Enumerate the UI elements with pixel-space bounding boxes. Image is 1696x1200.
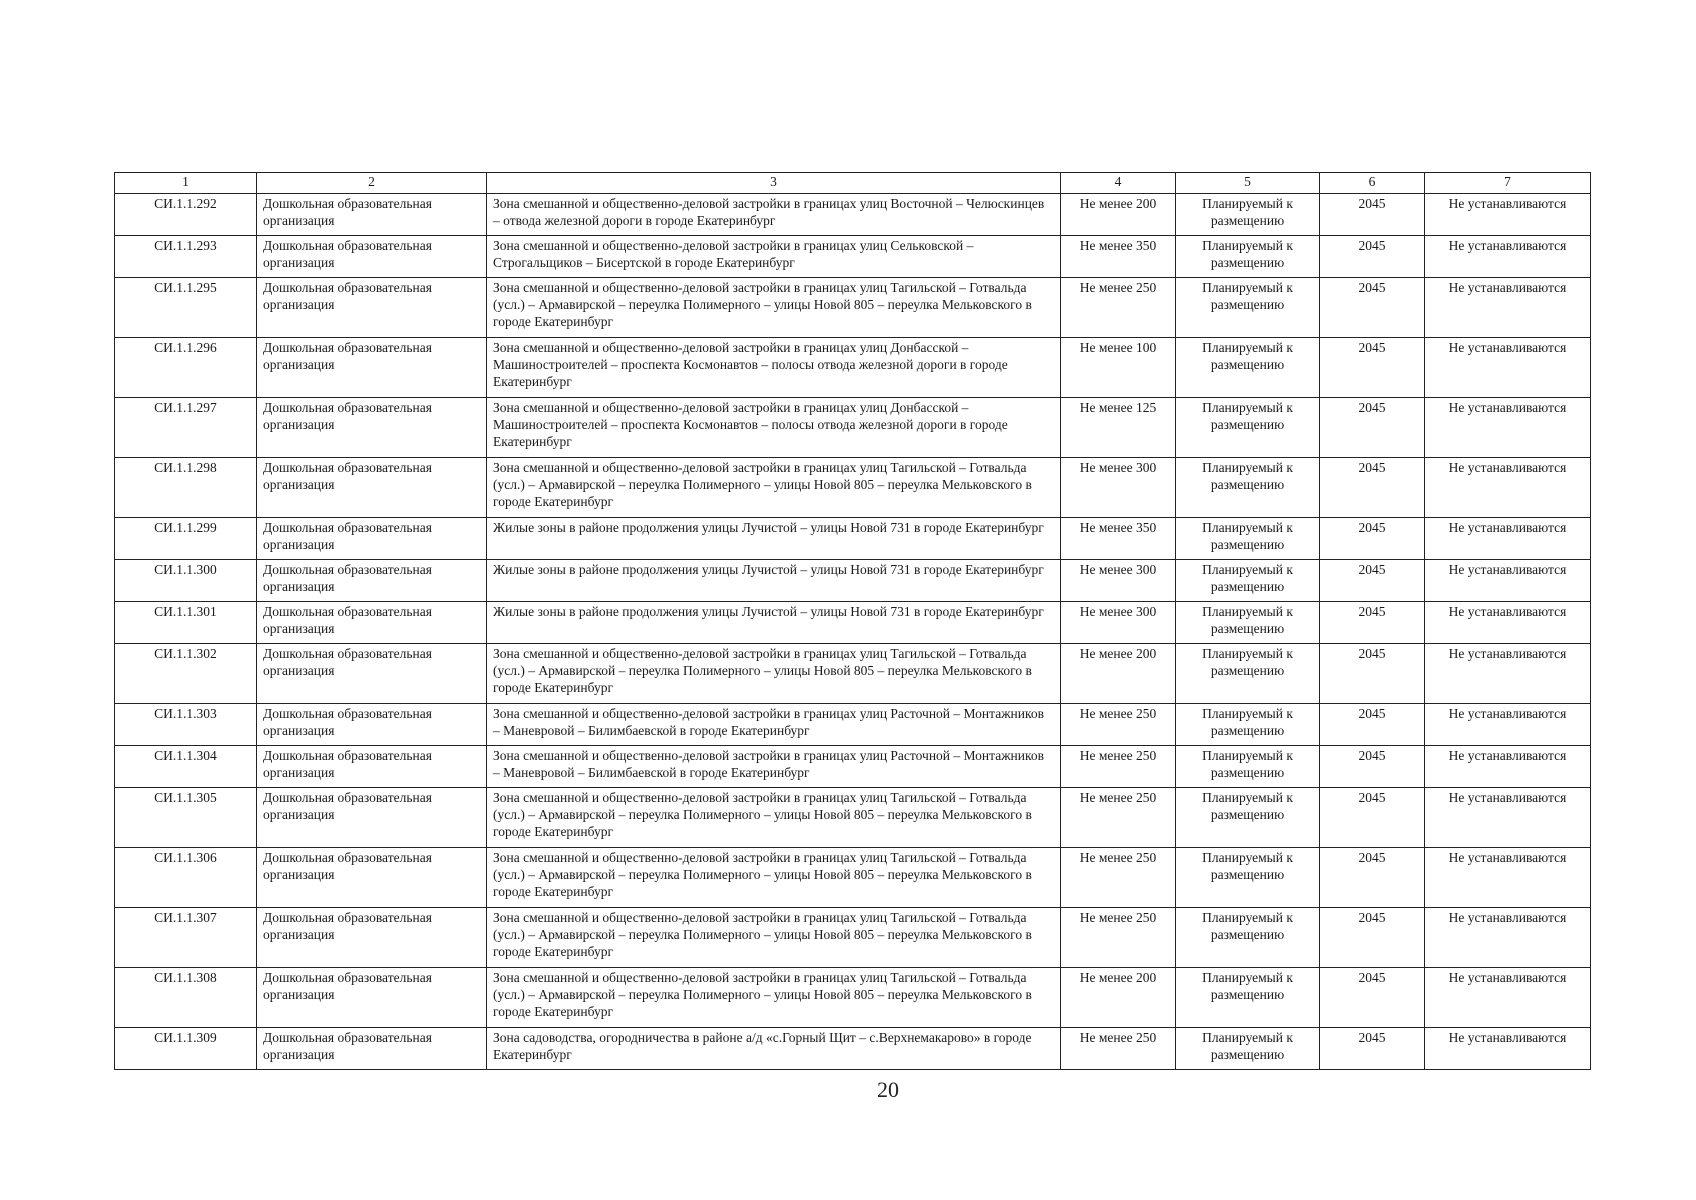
column-header: 7 <box>1425 173 1591 194</box>
year-cell: 2045 <box>1320 704 1425 746</box>
zones-cell: Не устанавливаются <box>1425 704 1591 746</box>
location-cell: Зона смешанной и общественно-деловой застройки в границах улиц Тагильской – Готвальда (усл.) – Армавирской – переулка Полимерного – улицы Новой 805 – переулка Мельковского в городе Екатеринбург <box>487 968 1061 1028</box>
facility-type-cell: Дошкольная образовательная организация <box>257 908 487 968</box>
status-cell: Планируемый к размещению <box>1176 746 1320 788</box>
facility-type-cell: Дошкольная образовательная организация <box>257 968 487 1028</box>
status-cell: Планируемый к размещению <box>1176 602 1320 644</box>
facility-type-cell: Дошкольная образовательная организация <box>257 398 487 458</box>
status-cell: Планируемый к размещению <box>1176 704 1320 746</box>
table-row <box>115 644 1591 704</box>
location-cell: Зона смешанной и общественно-деловой застройки в границах улиц Тагильской – Готвальда (усл.) – Армавирской – переулка Полимерного – улицы Новой 805 – переулка Мельковского в городе Екатеринбург <box>487 278 1061 338</box>
capacity-cell: Не менее 350 <box>1061 236 1176 278</box>
status-cell: Планируемый к размещению <box>1176 560 1320 602</box>
zones-cell: Не устанавливаются <box>1425 602 1591 644</box>
location-cell: Жилые зоны в районе продолжения улицы Лучистой – улицы Новой 731 в городе Екатеринбург <box>487 518 1061 560</box>
facilities-table <box>114 172 1591 1070</box>
table-row <box>115 398 1591 458</box>
facility-type-cell: Дошкольная образовательная организация <box>257 1028 487 1070</box>
capacity-cell: Не менее 200 <box>1061 644 1176 704</box>
year-cell: 2045 <box>1320 788 1425 848</box>
facility-type-cell: Дошкольная образовательная организация <box>257 746 487 788</box>
facility-id-cell: СИ.1.1.309 <box>115 1028 257 1070</box>
zones-cell: Не устанавливаются <box>1425 788 1591 848</box>
capacity-cell: Не менее 350 <box>1061 518 1176 560</box>
facility-id-cell: СИ.1.1.307 <box>115 908 257 968</box>
facility-type-cell: Дошкольная образовательная организация <box>257 644 487 704</box>
capacity-cell: Не менее 300 <box>1061 602 1176 644</box>
location-cell: Зона смешанной и общественно-деловой застройки в границах улиц Донбасской – Машиностроителей – проспекта Космонавтов – полосы отвода железной дороги в городе Екатеринбург <box>487 338 1061 398</box>
column-header: 6 <box>1320 173 1425 194</box>
table-row <box>115 908 1591 968</box>
location-cell: Зона смешанной и общественно-деловой застройки в границах улиц Донбасской – Машиностроителей – проспекта Космонавтов – полосы отвода железной дороги в городе Екатеринбург <box>487 398 1061 458</box>
zones-cell: Не устанавливаются <box>1425 908 1591 968</box>
location-cell: Зона смешанной и общественно-деловой застройки в границах улиц Расточной – Монтажников – Маневровой – Билимбаевской в городе Екатеринбург <box>487 746 1061 788</box>
column-header: 1 <box>115 173 257 194</box>
zones-cell: Не устанавливаются <box>1425 278 1591 338</box>
zones-cell: Не устанавливаются <box>1425 398 1591 458</box>
zones-cell: Не устанавливаются <box>1425 644 1591 704</box>
table-row <box>115 1028 1591 1070</box>
capacity-cell: Не менее 200 <box>1061 968 1176 1028</box>
capacity-cell: Не менее 300 <box>1061 560 1176 602</box>
table-row <box>115 560 1591 602</box>
status-cell: Планируемый к размещению <box>1176 968 1320 1028</box>
location-cell: Зона смешанной и общественно-деловой застройки в границах улиц Сельковской – Строгальщиков – Бисертской в городе Екатеринбург <box>487 236 1061 278</box>
facility-type-cell: Дошкольная образовательная организация <box>257 518 487 560</box>
facility-id-cell: СИ.1.1.304 <box>115 746 257 788</box>
year-cell: 2045 <box>1320 602 1425 644</box>
facility-id-cell: СИ.1.1.306 <box>115 848 257 908</box>
zones-cell: Не устанавливаются <box>1425 518 1591 560</box>
facility-type-cell: Дошкольная образовательная организация <box>257 602 487 644</box>
facility-id-cell: СИ.1.1.298 <box>115 458 257 518</box>
capacity-cell: Не менее 250 <box>1061 278 1176 338</box>
capacity-cell: Не менее 100 <box>1061 338 1176 398</box>
facility-type-cell: Дошкольная образовательная организация <box>257 560 487 602</box>
facility-type-cell: Дошкольная образовательная организация <box>257 788 487 848</box>
facility-id-cell: СИ.1.1.303 <box>115 704 257 746</box>
table-row <box>115 848 1591 908</box>
facility-id-cell: СИ.1.1.295 <box>115 278 257 338</box>
status-cell: Планируемый к размещению <box>1176 236 1320 278</box>
facility-id-cell: СИ.1.1.293 <box>115 236 257 278</box>
table-row <box>115 788 1591 848</box>
capacity-cell: Не менее 250 <box>1061 1028 1176 1070</box>
location-cell: Зона смешанной и общественно-деловой застройки в границах улиц Тагильской – Готвальда (усл.) – Армавирской – переулка Полимерного – улицы Новой 805 – переулка Мельковского в городе Екатеринбург <box>487 458 1061 518</box>
table-row <box>115 458 1591 518</box>
year-cell: 2045 <box>1320 278 1425 338</box>
table-row <box>115 338 1591 398</box>
facility-id-cell: СИ.1.1.305 <box>115 788 257 848</box>
status-cell: Планируемый к размещению <box>1176 788 1320 848</box>
capacity-cell: Не менее 250 <box>1061 908 1176 968</box>
location-cell: Зона садоводства, огородничества в районе а/д «с.Горный Щит – с.Верхнемакарово» в городе Екатеринбург <box>487 1028 1061 1070</box>
table-row <box>115 746 1591 788</box>
status-cell: Планируемый к размещению <box>1176 398 1320 458</box>
location-cell: Зона смешанной и общественно-деловой застройки в границах улиц Восточной – Челюскинцев – отвода железной дороги в городе Екатеринбург <box>487 194 1061 236</box>
capacity-cell: Не менее 200 <box>1061 194 1176 236</box>
status-cell: Планируемый к размещению <box>1176 518 1320 560</box>
facility-id-cell: СИ.1.1.299 <box>115 518 257 560</box>
year-cell: 2045 <box>1320 746 1425 788</box>
location-cell: Зона смешанной и общественно-деловой застройки в границах улиц Тагильской – Готвальда (усл.) – Армавирской – переулка Полимерного – улицы Новой 805 – переулка Мельковского в городе Екатеринбург <box>487 644 1061 704</box>
facility-id-cell: СИ.1.1.308 <box>115 968 257 1028</box>
year-cell: 2045 <box>1320 338 1425 398</box>
year-cell: 2045 <box>1320 560 1425 602</box>
facility-id-cell: СИ.1.1.296 <box>115 338 257 398</box>
zones-cell: Не устанавливаются <box>1425 338 1591 398</box>
facility-id-cell: СИ.1.1.302 <box>115 644 257 704</box>
table-row <box>115 194 1591 236</box>
status-cell: Планируемый к размещению <box>1176 278 1320 338</box>
table-row <box>115 704 1591 746</box>
year-cell: 2045 <box>1320 458 1425 518</box>
table-row <box>115 968 1591 1028</box>
zones-cell: Не устанавливаются <box>1425 560 1591 602</box>
year-cell: 2045 <box>1320 968 1425 1028</box>
zones-cell: Не устанавливаются <box>1425 1028 1591 1070</box>
column-header: 4 <box>1061 173 1176 194</box>
table-row <box>115 236 1591 278</box>
year-cell: 2045 <box>1320 236 1425 278</box>
location-cell: Жилые зоны в районе продолжения улицы Лучистой – улицы Новой 731 в городе Екатеринбург <box>487 560 1061 602</box>
status-cell: Планируемый к размещению <box>1176 848 1320 908</box>
location-cell: Зона смешанной и общественно-деловой застройки в границах улиц Тагильской – Готвальда (усл.) – Армавирской – переулка Полимерного – улицы Новой 805 – переулка Мельковского в городе Екатеринбург <box>487 908 1061 968</box>
capacity-cell: Не менее 250 <box>1061 704 1176 746</box>
facility-type-cell: Дошкольная образовательная организация <box>257 194 487 236</box>
table-row <box>115 518 1591 560</box>
facility-id-cell: СИ.1.1.301 <box>115 602 257 644</box>
status-cell: Планируемый к размещению <box>1176 1028 1320 1070</box>
column-header: 5 <box>1176 173 1320 194</box>
facility-type-cell: Дошкольная образовательная организация <box>257 278 487 338</box>
year-cell: 2045 <box>1320 848 1425 908</box>
status-cell: Планируемый к размещению <box>1176 644 1320 704</box>
column-header: 2 <box>257 173 487 194</box>
year-cell: 2045 <box>1320 194 1425 236</box>
capacity-cell: Не менее 250 <box>1061 746 1176 788</box>
facility-type-cell: Дошкольная образовательная организация <box>257 458 487 518</box>
status-cell: Планируемый к размещению <box>1176 194 1320 236</box>
capacity-cell: Не менее 125 <box>1061 398 1176 458</box>
zones-cell: Не устанавливаются <box>1425 968 1591 1028</box>
facility-type-cell: Дошкольная образовательная организация <box>257 338 487 398</box>
facility-id-cell: СИ.1.1.300 <box>115 560 257 602</box>
location-cell: Зона смешанной и общественно-деловой застройки в границах улиц Тагильской – Готвальда (усл.) – Армавирской – переулка Полимерного – улицы Новой 805 – переулка Мельковского в городе Екатеринбург <box>487 788 1061 848</box>
status-cell: Планируемый к размещению <box>1176 908 1320 968</box>
zones-cell: Не устанавливаются <box>1425 746 1591 788</box>
facility-type-cell: Дошкольная образовательная организация <box>257 236 487 278</box>
table-body <box>115 194 1591 1070</box>
facility-id-cell: СИ.1.1.292 <box>115 194 257 236</box>
page-number: 20 <box>877 1077 899 1102</box>
header-row <box>115 173 1591 194</box>
zones-cell: Не устанавливаются <box>1425 236 1591 278</box>
table-row <box>115 278 1591 338</box>
status-cell: Планируемый к размещению <box>1176 458 1320 518</box>
table-row <box>115 602 1591 644</box>
capacity-cell: Не менее 250 <box>1061 848 1176 908</box>
facility-type-cell: Дошкольная образовательная организация <box>257 848 487 908</box>
year-cell: 2045 <box>1320 398 1425 458</box>
zones-cell: Не устанавливаются <box>1425 194 1591 236</box>
status-cell: Планируемый к размещению <box>1176 338 1320 398</box>
location-cell: Жилые зоны в районе продолжения улицы Лучистой – улицы Новой 731 в городе Екатеринбург <box>487 602 1061 644</box>
column-header: 3 <box>487 173 1061 194</box>
location-cell: Зона смешанной и общественно-деловой застройки в границах улиц Тагильской – Готвальда (усл.) – Армавирской – переулка Полимерного – улицы Новой 805 – переулка Мельковского в городе Екатеринбург <box>487 848 1061 908</box>
capacity-cell: Не менее 300 <box>1061 458 1176 518</box>
zones-cell: Не устанавливаются <box>1425 458 1591 518</box>
year-cell: 2045 <box>1320 518 1425 560</box>
year-cell: 2045 <box>1320 908 1425 968</box>
facility-id-cell: СИ.1.1.297 <box>115 398 257 458</box>
zones-cell: Не устанавливаются <box>1425 848 1591 908</box>
capacity-cell: Не менее 250 <box>1061 788 1176 848</box>
location-cell: Зона смешанной и общественно-деловой застройки в границах улиц Расточной – Монтажников – Маневровой – Билимбаевской в городе Екатеринбург <box>487 704 1061 746</box>
year-cell: 2045 <box>1320 644 1425 704</box>
year-cell: 2045 <box>1320 1028 1425 1070</box>
facility-type-cell: Дошкольная образовательная организация <box>257 704 487 746</box>
